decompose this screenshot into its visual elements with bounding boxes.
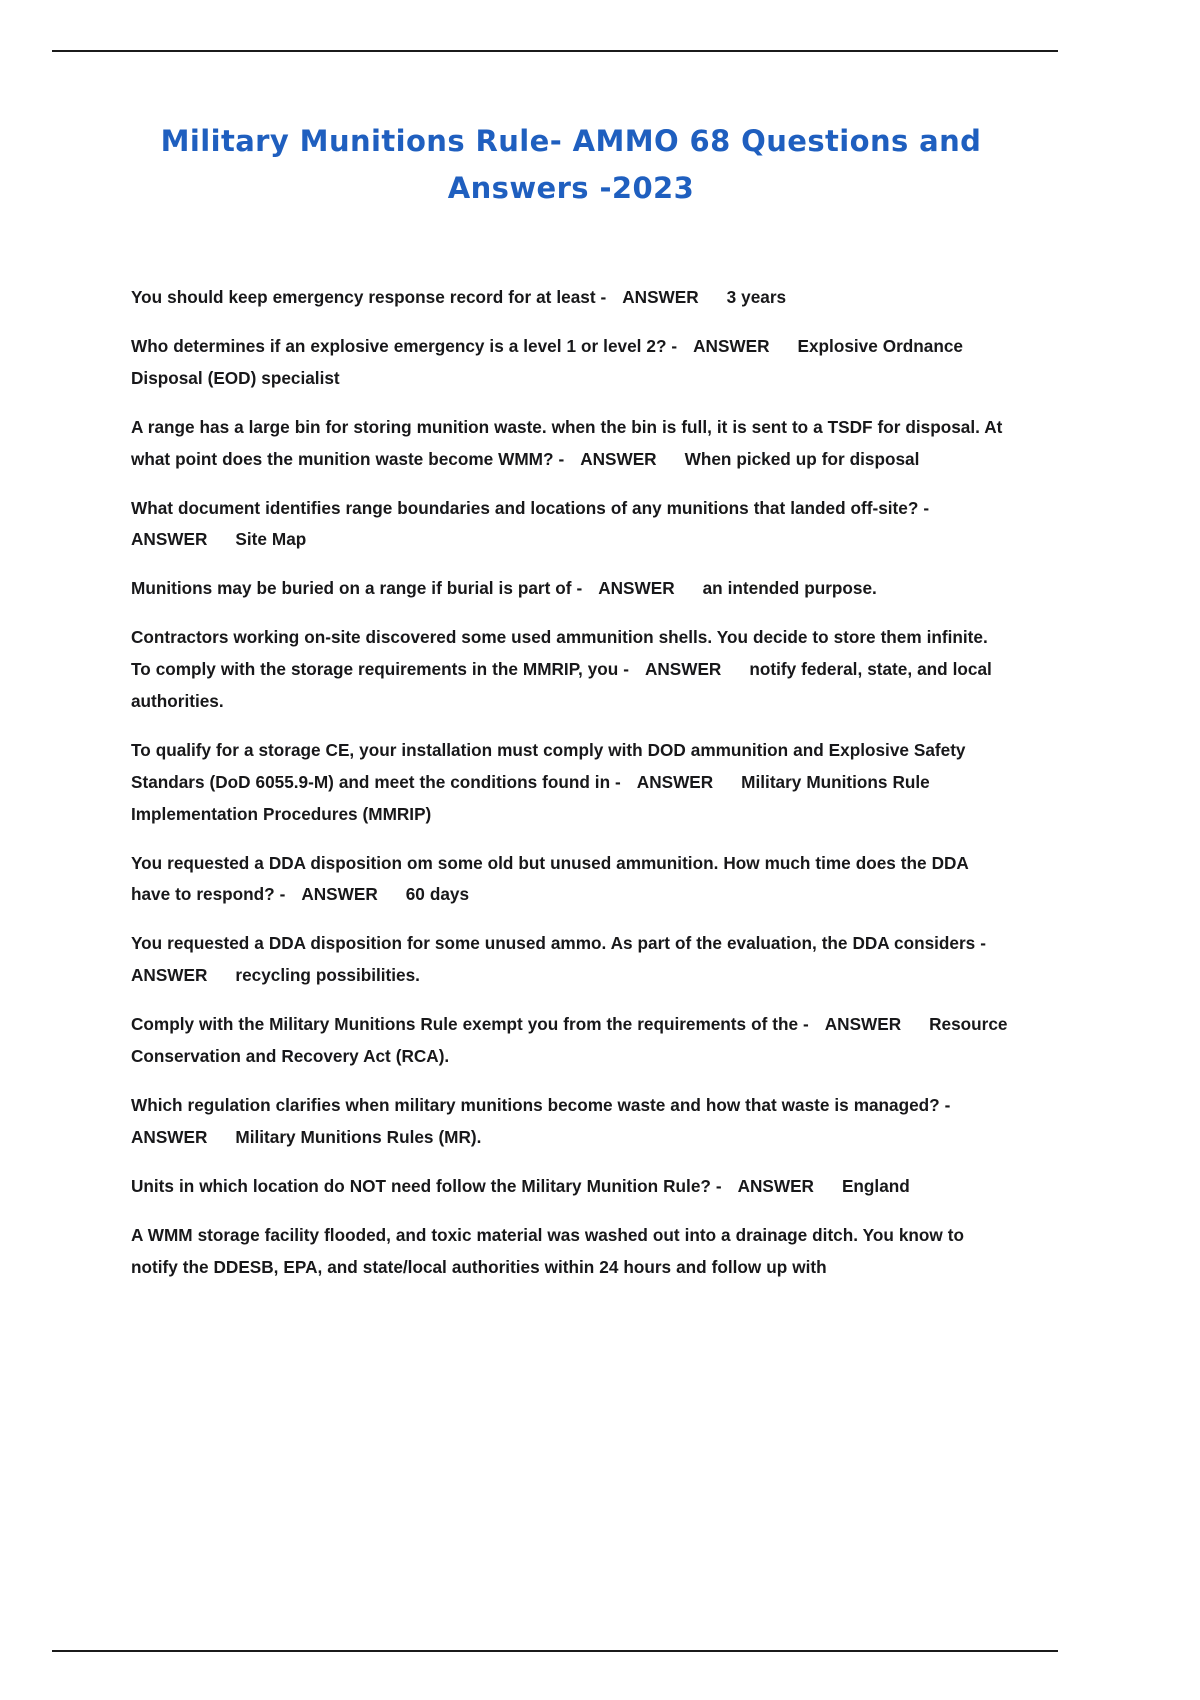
qa-item [131,493,1011,557]
qa-item [131,735,1011,830]
qa-answer: recycling possibilities. [235,965,420,986]
qa-answer: notify federal, state, and local authorities. [131,659,992,711]
qa-answer: Resource Conservation and Recovery Act (RCA). [131,1014,1008,1067]
qa-item [131,573,1011,605]
answer-marker: ANSWER [598,578,675,599]
qa-question: Comply with the Military Munitions Rule exempt you from the requirements of the - [131,1014,809,1035]
qa-item [131,928,1011,992]
answer-marker: ANSWER [580,448,657,469]
page-top-rule [52,50,1058,52]
qa-item [131,331,1011,395]
qa-question: You requested a DDA disposition om some old but unused ammunition. How much time does the DDA have to respond? - [131,852,969,905]
answer-marker: ANSWER [824,1014,902,1035]
answer-marker: ANSWER [131,965,208,986]
qa-answer: England [841,1175,910,1196]
qa-question: What document identifies range boundaries and locations of any munitions that landed off-site? - [131,497,930,518]
page-bottom-rule [52,1650,1058,1652]
qa-answer: Military Munitions Rule Implementation Procedures (MMRIP) [131,771,930,824]
answer-marker: ANSWER [622,286,699,307]
qa-question: To qualify for a storage CE, your installation must comply with DOD ammunition and Explosive Safety Standars (DoD 6055.9-M) and meet the conditions found in - [131,740,966,792]
qa-answer: When picked up for disposal [684,448,920,469]
qa-answer: Explosive Ordnance Disposal (EOD) specialist [131,335,963,388]
qa-answer: 3 years [726,286,787,307]
document-content [131,118,1011,1284]
qa-question: Which regulation clarifies when military munitions become waste and how that waste is managed? - [131,1095,951,1116]
answer-marker: ANSWER [737,1175,814,1196]
qa-question: Units in which location do NOT need follow the Military Munition Rule? - [131,1175,722,1196]
qa-question: A WMM storage facility flooded, and toxic material was washed out into a drainage ditch. You know to notify the DDESB, EPA, and state/local authorities within 24 hours and follow up with [131,1224,964,1277]
qa-question: Contractors working on-site discovered some used ammunition shells. You decide to store them infinite. To comply with the storage requirements in the MMRIP, you - [131,627,988,680]
answer-marker: ANSWER [301,884,378,905]
qa-item [131,1090,1011,1154]
qa-question: You requested a DDA disposition for some unused ammo. As part of the evaluation, the DDA considers - [131,933,986,954]
qa-answer: Site Map [235,529,307,550]
answer-marker: ANSWER [693,335,770,356]
qa-answer: an intended purpose. [702,578,877,599]
answer-marker: ANSWER [644,659,722,680]
answer-marker: ANSWER [636,771,714,792]
qa-item [131,282,1011,314]
qa-answer: 60 days [405,884,470,905]
qa-question: You should keep emergency response record for at least - [131,286,607,307]
answer-marker: ANSWER [131,1126,208,1147]
qa-question: Munitions may be buried on a range if burial is part of - [131,578,583,599]
qa-question: A range has a large bin for storing munition waste. when the bin is full, it is sent to a TSDF for disposal. At what point does the munition waste become WMM? - [131,416,1003,469]
answer-marker: ANSWER [131,529,208,550]
qa-answer: Military Munitions Rules (MR). [235,1126,482,1147]
qa-item [131,1171,1011,1203]
qa-item [131,1220,1011,1284]
page-title: Military Munitions Rule- AMMO 68 Questions and Answers -2023 [160,124,982,205]
qa-list [131,282,1011,1284]
qa-item [131,1009,1011,1073]
qa-item [131,622,1011,717]
qa-item [131,412,1011,476]
qa-item [131,848,1011,912]
qa-question: Who determines if an explosive emergency is a level 1 or level 2? - [131,335,678,356]
